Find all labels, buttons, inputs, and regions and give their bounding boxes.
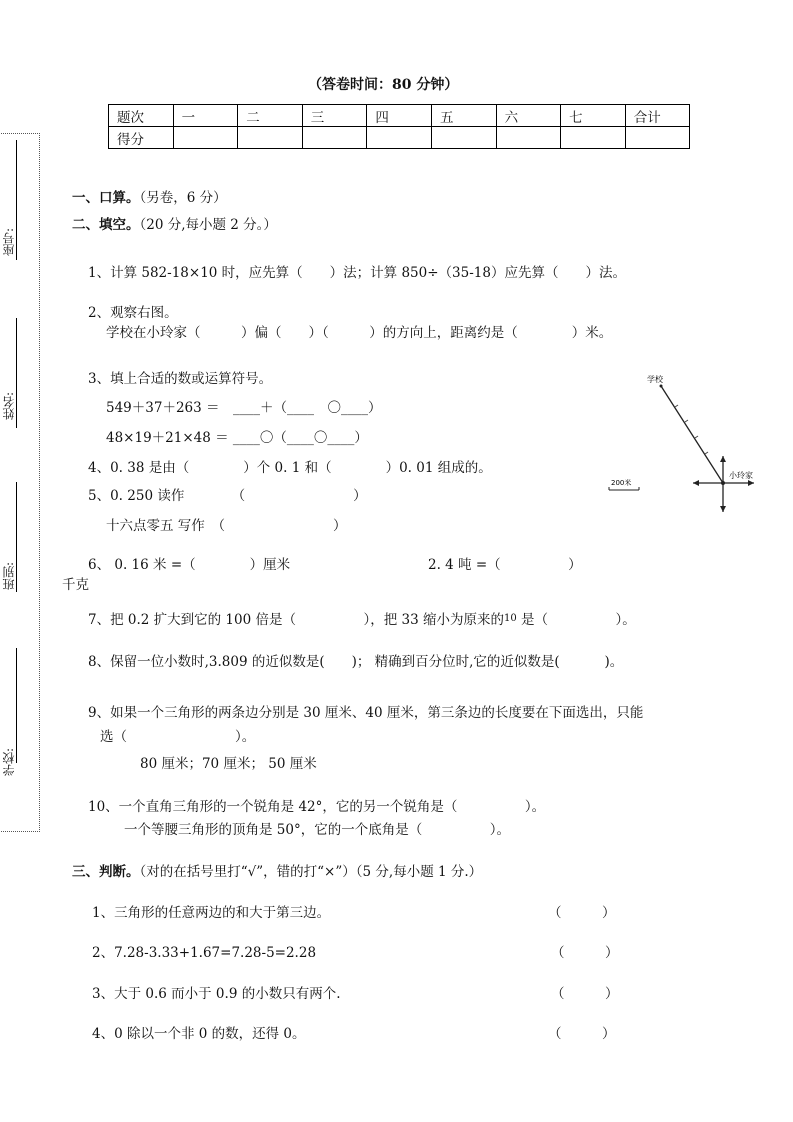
table-cell: 得分 <box>109 127 174 149</box>
table-cell: 七 <box>561 105 626 127</box>
score-table-header-row <box>109 105 690 127</box>
question-4: 4、0. 38 是由（ ）个 0. 1 和（ ）0. 01 组成的。 <box>88 460 492 476</box>
table-cell: 二 <box>238 105 303 127</box>
table-cell: 一 <box>173 105 238 127</box>
question-2-title: 2、观察右图。 <box>88 305 178 321</box>
question-3-line-2: 48×19＋21×48 ＝ ____〇（____〇____） <box>106 430 368 446</box>
question-6-part-2: 2. 4 吨 =（ ） <box>428 557 582 573</box>
score-cell[interactable] <box>496 127 561 149</box>
map-scale-label: 200米 <box>611 479 632 487</box>
answer-bracket[interactable]: （ ） <box>551 945 619 961</box>
section-2 <box>72 213 277 233</box>
name-label: 姓名: <box>2 392 16 421</box>
section-3 <box>72 860 482 880</box>
score-table <box>108 104 690 149</box>
question-3-title: 3、填上合适的数或运算符号。 <box>88 371 273 387</box>
question-3-line-1: 549＋37＋263 ＝ ____＋（____ 〇____） <box>106 400 382 416</box>
school-point <box>660 385 663 388</box>
section-2-note: （20 分,每小题 2 分。） <box>139 217 277 233</box>
map-drawing <box>603 366 761 518</box>
map-home-label: 小玲家 <box>729 471 753 480</box>
judgement-item: 2、7.28-3.33+1.67=7.28-5=2.28 <box>92 945 317 961</box>
seat-label: 座号: <box>2 228 16 257</box>
section-1-note: （另卷，6 分） <box>139 190 227 206</box>
question-1: 1、计算 582-18×10 时，应先算（ ）法；计算 850÷（35-18）应先算（ ）法。 <box>88 265 626 281</box>
table-cell: 三 <box>302 105 367 127</box>
east-arrow-icon <box>748 480 754 486</box>
exam-time-note: （答卷时间：80 分钟） <box>308 77 459 93</box>
question-10-line-2: 一个等腰三角形的顶角是 50°，它的一个底角是（ ）。 <box>124 822 510 838</box>
south-arrow-icon <box>720 506 726 512</box>
section-3-title: 三、判断。 <box>72 864 140 880</box>
score-cell[interactable] <box>173 127 238 149</box>
score-cell[interactable] <box>238 127 303 149</box>
map-figure <box>603 366 761 518</box>
question-9-line-2: 选（ ）。 <box>100 729 256 745</box>
question-7-text: 7、把 0.2 扩大到它的 100 倍是（ ），把 33 缩小为原来的 <box>88 612 505 628</box>
question-9-options: 80 厘米；70 厘米； 50 厘米 <box>140 756 317 772</box>
route-line <box>661 386 723 483</box>
class-label: 班别: <box>2 562 16 591</box>
score-cell[interactable] <box>431 127 496 149</box>
section-1-title: 一、口算。 <box>72 190 140 206</box>
home-point <box>721 481 725 485</box>
table-cell: 四 <box>367 105 432 127</box>
score-cell[interactable] <box>561 127 626 149</box>
table-cell: 五 <box>431 105 496 127</box>
answer-bracket[interactable]: （ ） <box>548 1026 616 1042</box>
question-7-fraction: 10 <box>504 613 517 624</box>
table-cell: 合计 <box>625 105 690 127</box>
question-7 <box>88 608 636 628</box>
score-cell[interactable] <box>625 127 690 149</box>
question-10-line-1: 10、一个直角三角形的一个锐角是 42°，它的另一个锐角是（ ）。 <box>88 799 546 815</box>
school-label: 学校: <box>2 748 16 777</box>
answer-bracket[interactable]: （ ） <box>548 905 616 921</box>
map-school-label: 学校 <box>647 375 663 384</box>
question-5-line-1: 5、0. 250 读作 （ ） <box>88 488 367 504</box>
question-7-end: 是（ ）。 <box>516 612 636 628</box>
west-arrow-icon <box>693 480 699 486</box>
section-2-title: 二、填空。 <box>72 217 140 233</box>
school-line[interactable] <box>16 648 17 763</box>
score-cell[interactable] <box>302 127 367 149</box>
section-1 <box>72 186 227 206</box>
answer-bracket[interactable]: （ ） <box>551 986 619 1002</box>
question-8: 8、保留一位小数时,3.809 的近似数是( )； 精确到百分位时,它的近似数是( )。 <box>88 654 624 670</box>
score-cell[interactable] <box>367 127 432 149</box>
table-cell: 六 <box>496 105 561 127</box>
north-arrow-icon <box>720 456 726 462</box>
score-table-score-row <box>109 127 690 149</box>
section-3-note: （对的在括号里打“√”，错的打“×”）（5 分,每小题 1 分.） <box>139 864 483 880</box>
question-6-part-1: 6、 0. 16 米 =（ ）厘米 <box>88 557 291 573</box>
question-6-unit: 千克 <box>62 577 89 593</box>
judgement-item: 1、三角形的任意两边的和大于第三边。 <box>92 905 331 921</box>
judgement-item: 3、大于 0.6 而小于 0.9 的小数只有两个. <box>92 986 341 1002</box>
question-5-line-2: 十六点零五 写作 （ ） <box>106 518 347 534</box>
table-cell: 题次 <box>109 105 174 127</box>
question-2-body: 学校在小玲家（ ）偏（ ）（ ）的方向上，距离约是（ ）米。 <box>106 325 613 341</box>
judgement-item: 4、0 除以一个非 0 的数，还得 0。 <box>92 1026 306 1042</box>
question-9-line-1: 9、如果一个三角形的两条边分别是 30 厘米、40 厘米，第三条边的长度要在下面选出，只能 <box>88 705 644 721</box>
